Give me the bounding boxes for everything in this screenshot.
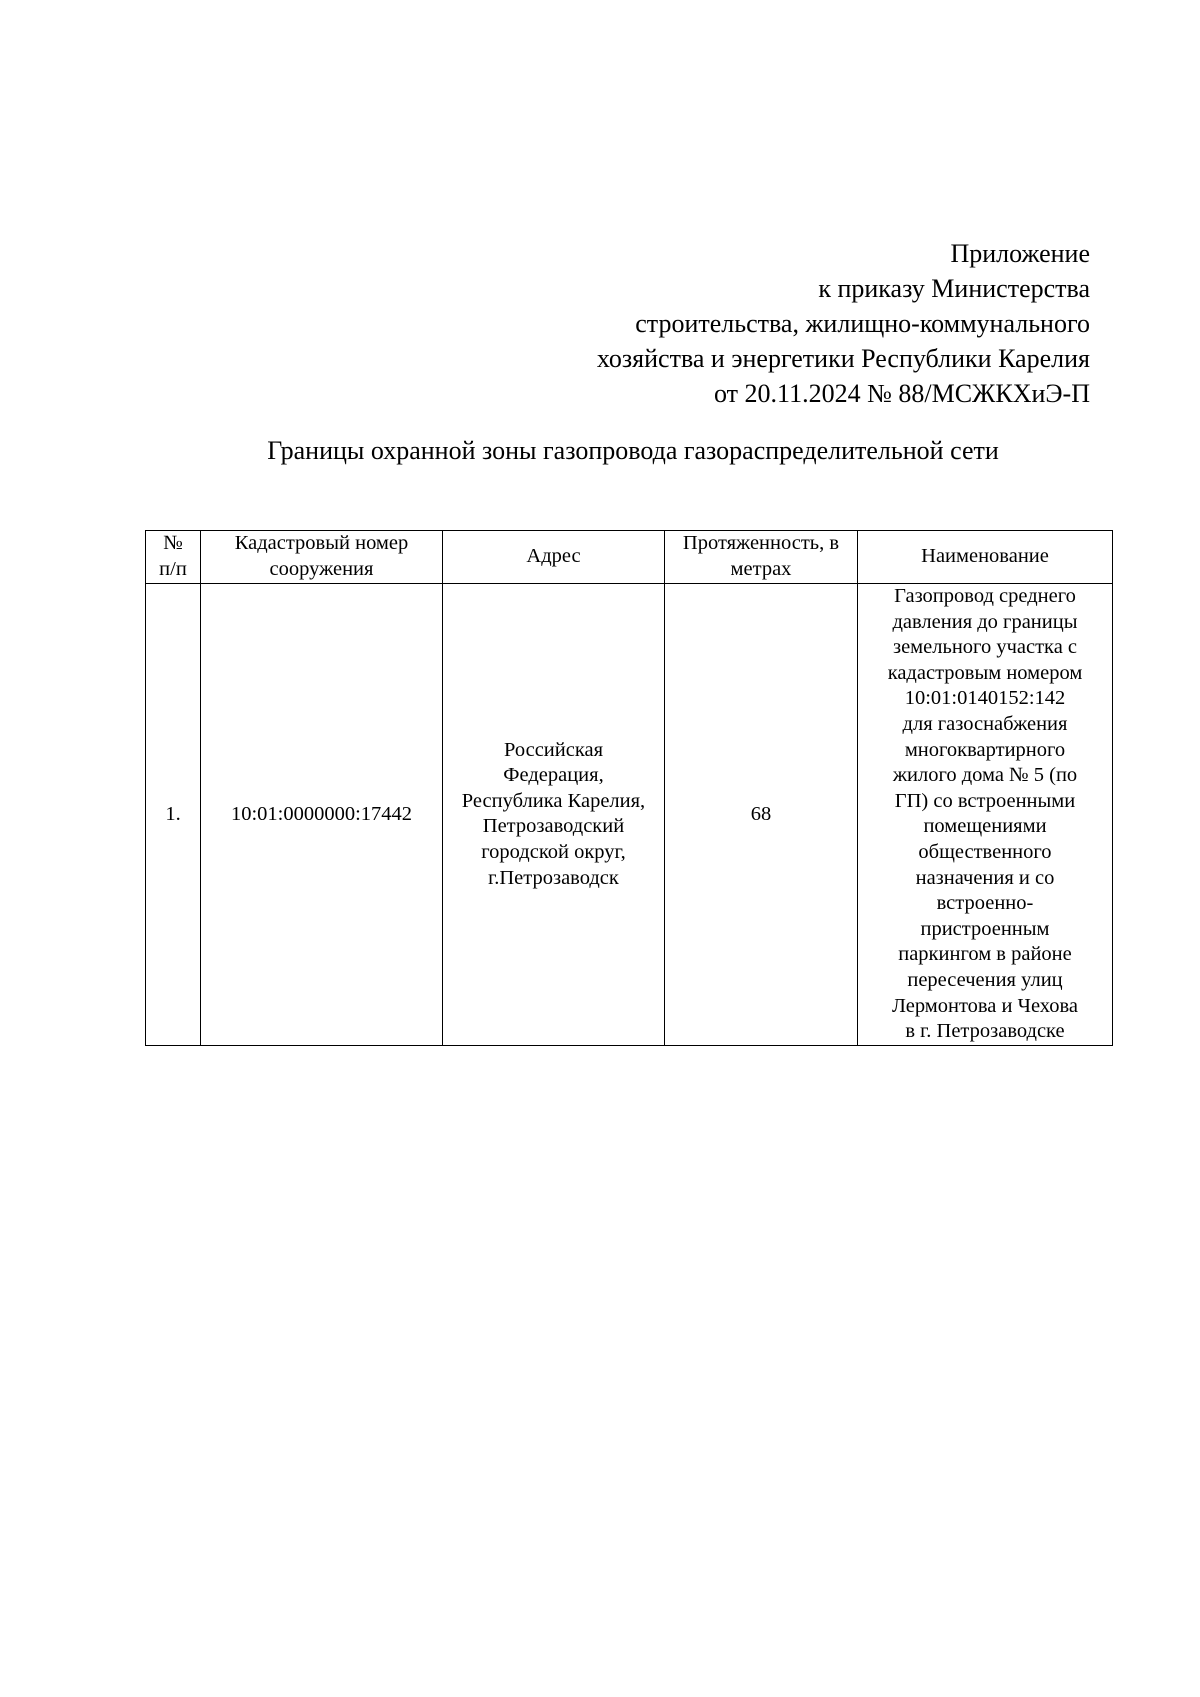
header-length-line: Протяженность, в [682, 532, 840, 555]
header-length [665, 531, 858, 584]
cell-name [858, 584, 1113, 1046]
header-length-line: метрах [730, 558, 792, 580]
header-num-line: № [163, 532, 183, 555]
cell-address [443, 584, 665, 1046]
header-address-line: Адрес [526, 545, 581, 568]
address-line: Республика Карелия, [461, 789, 646, 812]
appendix-line: от 20.11.2024 № 88/МСЖКХиЭ-П [714, 379, 1090, 408]
header-name-line: Наименование [921, 545, 1049, 568]
table-row [146, 584, 1113, 1046]
name-line: жилого дома № 5 (по [892, 764, 1078, 787]
name-line: давления до границы [892, 610, 1078, 633]
header-name [858, 531, 1113, 584]
name-line: для газоснабжения [902, 712, 1068, 735]
header-cadastral-line: Кадастровый номер [234, 532, 409, 555]
name-line: паркингом в районе [898, 943, 1072, 966]
appendix-block [597, 236, 1090, 411]
name-line: встроенно- [936, 892, 1034, 915]
cell-cadastral: 10:01:0000000:17442 [201, 584, 443, 1046]
header-address [443, 531, 665, 584]
protection-zone-table [145, 530, 1113, 1046]
address-line: Федерация, [503, 764, 604, 787]
name-line: кадастровым номером [887, 661, 1083, 684]
name-line: земельного участка с [892, 636, 1078, 659]
name-line: пересечения улиц [907, 968, 1063, 991]
header-num [146, 531, 201, 584]
document-title: Границы охранной зоны газопровода газораспределительной сети [267, 436, 999, 465]
header-num-line: п/п [159, 558, 187, 580]
table-header-row [146, 531, 1113, 584]
name-line: назначения и со [915, 866, 1055, 889]
name-line: ГП) со встроенными [894, 789, 1076, 812]
name-line: пристроенным [920, 917, 1050, 940]
address-line: Петрозаводский [482, 815, 625, 838]
name-line: помещениями [923, 815, 1047, 838]
name-line: общественного [918, 840, 1052, 863]
appendix-line: Приложение [950, 239, 1090, 268]
address-line: Российская [503, 738, 604, 761]
address-line: городской округ, [481, 840, 626, 863]
cell-length: 68 [665, 584, 858, 1046]
header-cadastral [201, 531, 443, 584]
appendix-line: строительства, жилищно-коммунального [635, 309, 1090, 338]
name-line: многоквартирного [904, 738, 1066, 761]
appendix-line: хозяйства и энергетики Республики Карелия [596, 344, 1090, 373]
address-line: г.Петрозаводск [488, 866, 619, 889]
cell-num: 1. [146, 584, 201, 1046]
name-line: Лермонтова и Чехова [891, 994, 1079, 1017]
header-cadastral-line: сооружения [269, 558, 374, 580]
name-line: Газопровод среднего [894, 585, 1076, 607]
appendix-line: к приказу Министерства [818, 274, 1090, 303]
name-line: 10:01:0140152:142 [904, 687, 1066, 710]
name-line: в г. Петрозаводске [905, 1020, 1065, 1043]
